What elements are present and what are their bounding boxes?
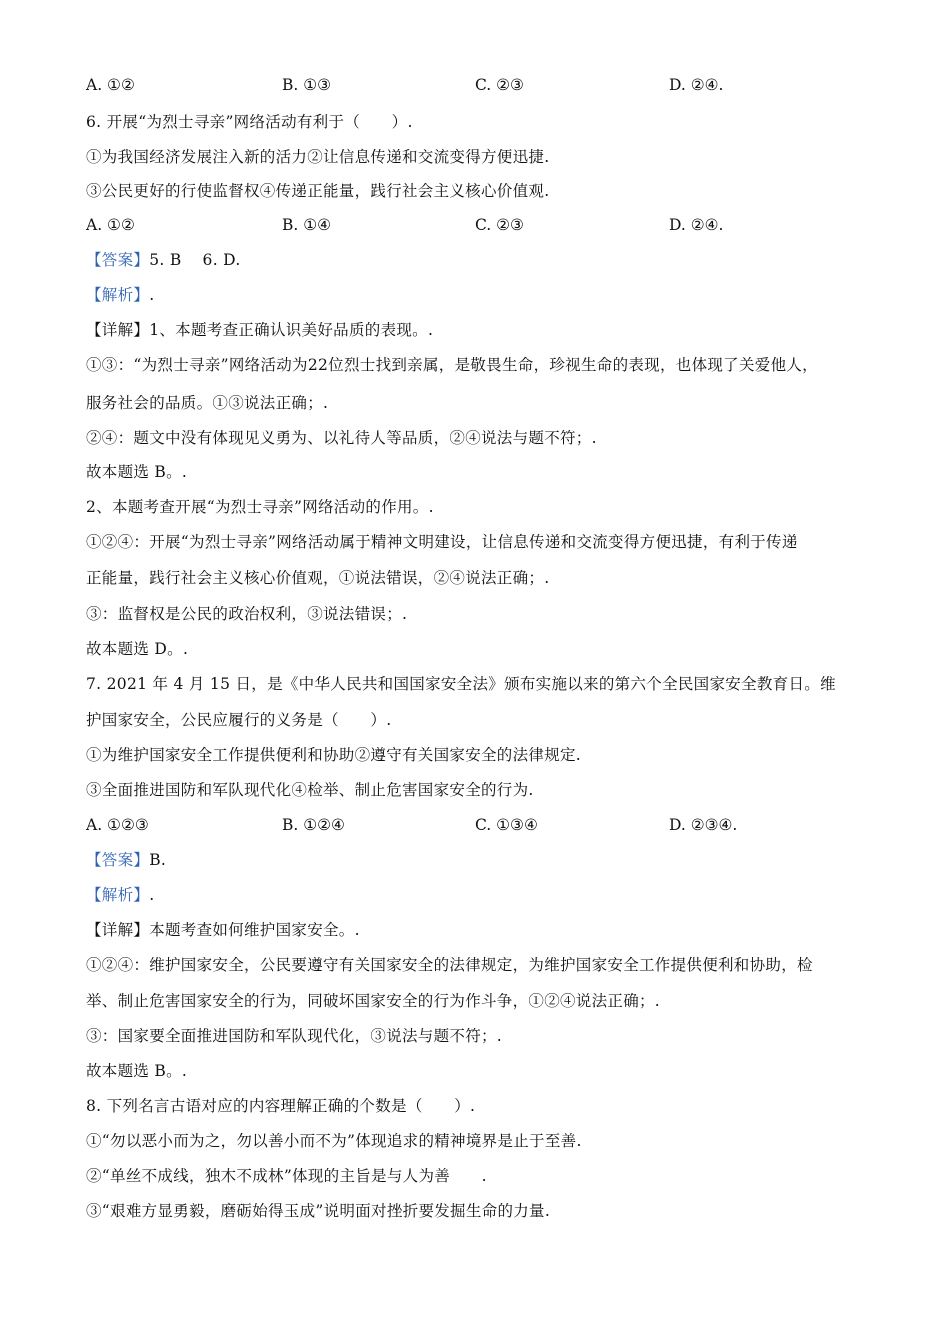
q5-options [86,75,866,95]
q7-option-d: D. ②③④. [669,816,738,834]
q56-paragraph-4: 2、本题考查开展“为烈士寻亲”网络活动的作用。. [86,498,434,516]
detail-tag: 【详解】 [86,921,150,939]
analysis-tag: 【解析】 [86,286,150,304]
q6-item-1: ①为我国经济发展注入新的活力②让信息传递和交流变得方便迅捷. [86,148,550,166]
q8-item-2: ②“单丝不成线，独木不成林”体现的主旨是与人为善 . [86,1167,487,1185]
q56-answer [86,250,241,270]
q56-paragraph-3: 故本题选 B。. [86,463,188,481]
q7-option-a: A. ①②③ [86,816,149,834]
q6-item-2: ③公民更好的行使监督权④传递正能量，践行社会主义核心价值观. [86,182,550,200]
answer-text: 5. B 6. D. [149,251,241,269]
q5-option-d: D. ②④. [669,76,724,94]
q6-options [86,215,866,235]
q5-option-c: C. ②③ [475,76,524,94]
q56-paragraph-1a: ①③：“为烈士寻亲”网络活动为22位烈士找到亲属，是敬畏生命，珍视生命的表现，也体现了关爱他人， [86,356,818,374]
q8-stem: 8. 下列名言古语对应的内容理解正确的个数是（ ）. [86,1097,476,1115]
q8-item-3: ③“艰难方显勇毅，磨砺始得玉成”说明面对挫折要发掘生命的力量. [86,1202,551,1220]
detail-text: 本题考查如何维护国家安全。. [149,921,360,939]
q7-option-c: C. ①③④ [475,816,538,834]
q7-paragraph-1a: ①②④：维护国家安全，公民要遵守有关国家安全的法律规定，为维护国家安全工作提供便利和协助，检 [86,956,813,974]
q56-detail [86,320,433,340]
analysis-text: . [149,886,155,904]
q5-option-a: A. ①② [86,76,135,94]
q7-stem-a: 7. 2021 年 4 月 15 日，是《中华人民共和国国家安全法》颁布实施以来的第六个全民国家安全教育日。维 [86,675,836,693]
analysis-tag: 【解析】 [86,886,150,904]
q7-stem-b: 护国家安全，公民应履行的义务是（ ）. [86,711,392,729]
q7-analysis [86,885,154,905]
q56-paragraph-7: 故本题选 D。. [86,640,189,658]
q56-paragraph-2: ②④：题文中没有体现见义勇为、以礼待人等品质，②④说法与题不符；. [86,429,597,447]
q56-paragraph-5b: 正能量，践行社会主义核心价值观，①说法错误，②④说法正确；. [86,569,550,587]
q56-paragraph-1b: 服务社会的品质。①③说法正确；. [86,394,329,412]
q7-answer [86,850,166,870]
q7-paragraph-3: 故本题选 B。. [86,1062,188,1080]
q6-option-c: C. ②③ [475,216,524,234]
answer-tag: 【答案】 [86,851,150,869]
q7-options [86,815,866,835]
q8-item-1: ①“勿以恶小而为之，勿以善小而不为”体现追求的精神境界是止于至善. [86,1132,582,1150]
q6-stem: 6. 开展“为烈士寻亲”网络活动有利于（ ）. [86,113,413,131]
q56-analysis [86,285,154,305]
answer-tag: 【答案】 [86,251,150,269]
detail-tag: 【详解】 [86,321,150,339]
q56-paragraph-5a: ①②④：开展“为烈士寻亲”网络活动属于精神文明建设，让信息传递和交流变得方便迅捷，有利于传递 [86,533,798,551]
q56-paragraph-6: ③：监督权是公民的政治权利，③说法错误；. [86,605,408,623]
q5-option-b: B. ①③ [282,76,332,94]
analysis-text: . [149,286,155,304]
q7-item-2: ③全面推进国防和军队现代化④检举、制止危害国家安全的行为. [86,781,534,799]
q7-paragraph-2: ③：国家要全面推进国防和军队现代化，③说法与题不符；. [86,1027,503,1045]
q6-option-a: A. ①② [86,216,135,234]
answer-text: B. [149,851,167,869]
q7-paragraph-1b: 举、制止危害国家安全的行为，同破坏国家安全的行为作斗争，①②④说法正确；. [86,992,661,1010]
q6-option-d: D. ②④. [669,216,724,234]
q7-option-b: B. ①②④ [282,816,345,834]
q7-item-1: ①为维护国家安全工作提供便利和协助②遵守有关国家安全的法律规定. [86,746,582,764]
q6-option-b: B. ①④ [282,216,332,234]
q7-detail [86,920,360,940]
detail-text: 1、本题考查正确认识美好品质的表现。. [149,321,434,339]
